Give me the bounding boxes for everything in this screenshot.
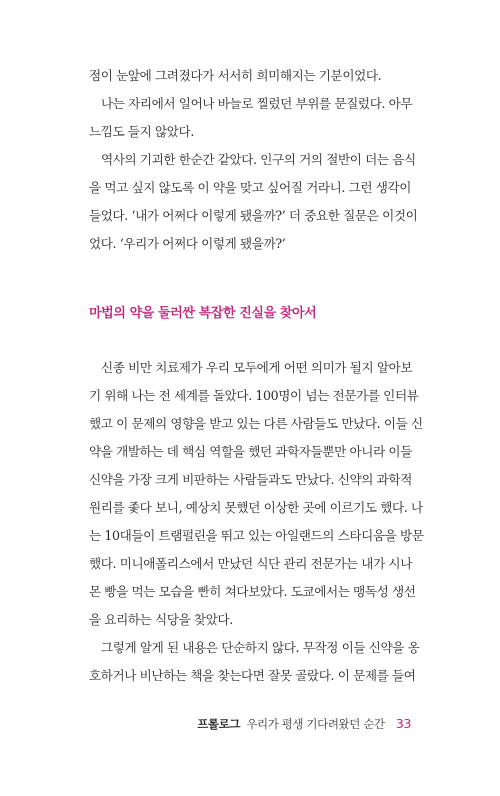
text-line: 느낌도 들지 않았다.	[89, 124, 194, 139]
text-line: 을 먹고 싶지 않도록 이 약을 맞고 싶어질 거라니. 그런 생각이	[89, 180, 412, 195]
footer-chapter-title: 우리가 평생 기다려왔던 순간	[246, 717, 385, 731]
text-line: 했고 이 문제의 영향을 받고 있는 다른 사람들도 만났다. 이들 신	[89, 416, 423, 431]
text-line: 는 10대들이 트램펄린을 뛰고 있는 아일랜드의 스타디움을 방문	[89, 528, 424, 543]
running-footer	[197, 714, 411, 734]
text-line: 점이 눈앞에 그려졌다가 서서히 희미해지는 기분이었다.	[89, 68, 382, 83]
text-line: 했다. 미니애폴리스에서 만났던 식단 관리 전문가는 내가 시나	[89, 556, 412, 571]
page-number: 33	[395, 716, 411, 731]
footer-chapter-label: 프롤로그	[197, 717, 241, 731]
text-line: 몬 빵을 먹는 모습을 빤히 쳐다보았다. 도쿄에서는 맹독성 생선	[89, 584, 416, 599]
text-line: 호하거나 비난하는 책을 찾는다면 잘못 골랐다. 이 문제를 들여	[89, 668, 416, 683]
text-line: 역사의 기괴한 한순간 같았다. 인구의 거의 절반이 더는 음식	[101, 152, 416, 167]
text-line: 그렇게 알게 된 내용은 단순하지 않다. 무작정 이들 신약을 옹	[101, 640, 420, 655]
text-line: 었다. ‘우리가 어쩌다 이렇게 됐을까?’	[89, 236, 286, 251]
text-line: 원리를 좇다 보니, 예상치 못했던 이상한 곳에 이르기도 했다. 나	[89, 500, 423, 515]
body-text-section-1	[89, 62, 417, 258]
text-line: 을 요리하는 식당을 찾았다.	[89, 612, 233, 627]
text-line: 약을 개발하는 데 핵심 역할을 했던 과학자들뿐만 아니라 이들	[89, 444, 412, 459]
text-line: 나는 자리에서 일어나 바늘로 찔렀던 부위를 문질렀다. 아무	[101, 96, 413, 111]
text-line: 기 위해 나는 전 세계를 돌았다. 100명이 넘는 전문가를 인터뷰	[89, 388, 419, 403]
text-line: 신종 비만 치료제가 우리 모두에게 어떤 의미가 될지 알아보	[101, 360, 413, 375]
body-text-section-2	[89, 354, 424, 690]
section-heading: 마법의 약을 둘러싼 복잡한 진실을 찾아서	[89, 306, 317, 321]
text-line: 들었다. ‘내가 어쩌다 이렇게 됐을까?’ 더 중요한 질문은 이것이	[89, 208, 418, 223]
text-line: 신약을 가장 크게 비판하는 사람들과도 만났다. 신약의 과학적	[89, 472, 412, 487]
